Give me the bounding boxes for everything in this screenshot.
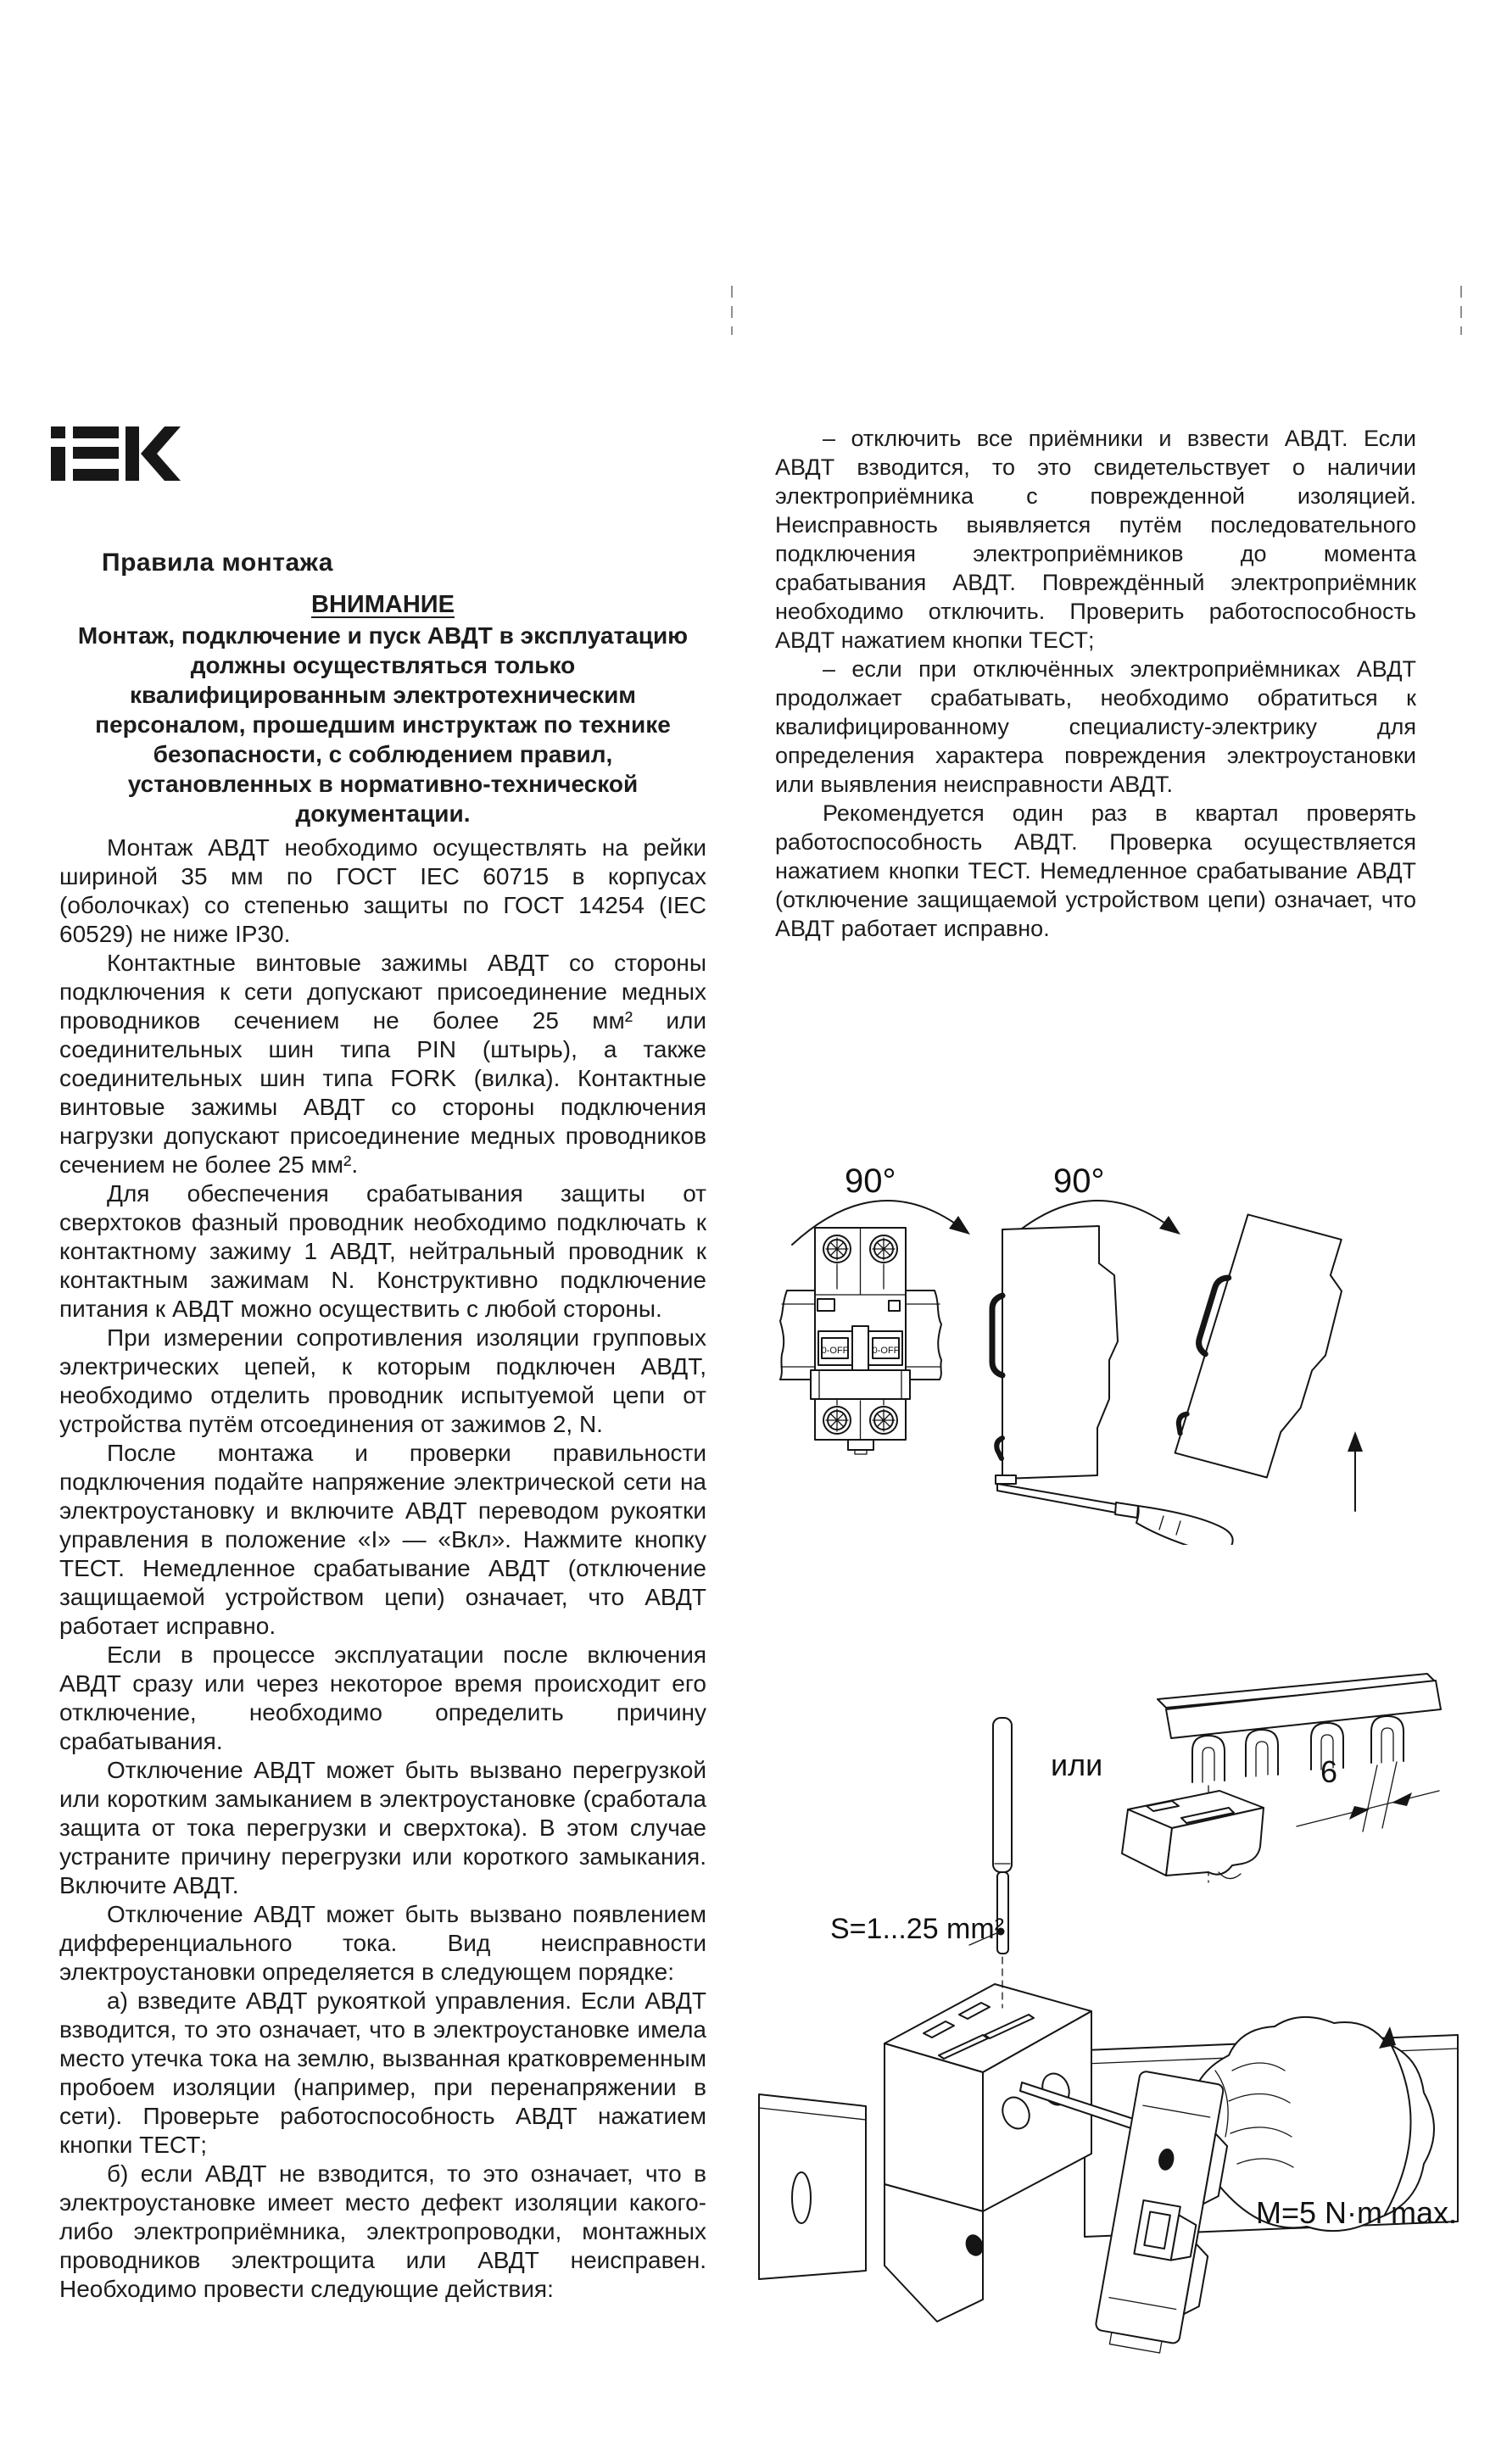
paragraph: – если при отключённых электроприёмниках АВДТ продолжает срабатывать, необходимо обратиться к квалифицированному специалисту-электрику для определения характера повреждения электроустановки или выявления неисправности АВДТ. xyxy=(775,656,1416,797)
rotation-angle-label-right: 90° xyxy=(1053,1162,1105,1200)
crop-mark-right xyxy=(1460,286,1462,335)
left-column-paragraphs xyxy=(59,833,706,2304)
tightening-torque-label: M=5 N·m max. xyxy=(1256,2195,1458,2230)
crop-mark-left xyxy=(731,286,733,335)
paragraph: Монтаж АВДТ необходимо осуществлять на рейки шириной 35 мм по ГОСТ IEC 60715 в корпусах (оболочках) со степенью защиты по ГОСТ 14254 (IEC 60529) не ниже IP30. xyxy=(59,834,706,947)
left-column xyxy=(59,548,706,2304)
wiring-installation-diagram xyxy=(757,1672,1461,2444)
breaker-tilted-view xyxy=(1165,1208,1359,1486)
wire-section-label: S=1...25 mm² xyxy=(830,1913,1005,1945)
fork-pitch-label: 6 xyxy=(1320,1754,1338,1789)
screwdriver-blade xyxy=(997,1484,1116,1513)
paragraph: а) взведите АВДТ рукояткой управления. Если АВДТ взводится, то это означает, что в электроустановке имела место утечка тока на землю, вызванная кратковременным пробоем изоляции (например, при перенапряжении в сети). Проверьте работоспособность АВДТ нажатием кнопки ТЕСТ; xyxy=(59,1987,706,2158)
right-column xyxy=(775,424,1416,943)
paragraph: Контактные винтовые зажимы АВДТ со стороны подключения к сети допускают присоединение медных проводников сечением не более 25 мм² или соединительных шин типа PIN (штырь), а также соединительных шин типа FORK (вилка). Контактные винтовые зажимы АВДТ со стороны подключения нагрузки допускают присоединение медных проводников сечением не более 25 мм². xyxy=(59,950,706,1178)
paragraph: Для обеспечения срабатывания защиты от сверхтоков фазный проводник необходимо подключать к контактному зажиму 1 АВДТ, нейтральный проводник к контактным зажимам N. Конструктивно подключение питания к АВДТ можно осуществить с любой стороны. xyxy=(59,1180,706,1322)
paragraph: Отключение АВДТ может быть вызвано появлением дифференциального тока. Вид неисправности электроустановки определяется в следующем порядке: xyxy=(59,1901,706,1985)
wire-pin xyxy=(969,1718,1012,2008)
paragraph: При измерении сопротивления изоляции групповых электрических цепей, к которым подключен АВДТ, необходимо отделить проводник испытуемой цепи от устройства путём отсоединения от зажимов 2, N. xyxy=(59,1324,706,1437)
attention-text: Монтаж, подключение и пуск АВДТ в эксплуатацию должны осуществляться только квалифицированным электротехническим персоналом, прошедшим инструктаж по технике безопасности, с соблюдением правил, установленных в нормативно-технической документации. xyxy=(77,622,689,827)
or-label: или xyxy=(1051,1748,1103,1782)
paragraph: Если в процессе эксплуатации после включения АВДТ сразу или через некоторое время происходит его отключение, необходимо определить причину срабатывания. xyxy=(59,1642,706,1754)
toggle-off-marking-1: 0-OFF xyxy=(821,1346,849,1356)
paragraph: б) если АВДТ не взводится, то это означает, что в электроустановке имеет место дефект изоляции какого-либо электроприёмника, электропроводки, монтажных проводников электрощита или АВДТ неисправен. Необходимо провести следующие действия: xyxy=(59,2160,706,2302)
din-rail-removal-diagram xyxy=(762,1146,1457,1545)
iek-logo xyxy=(51,426,182,481)
paragraph: Рекомендуется один раз в квартал проверять работоспособность АВДТ. Проверка осуществляется нажатием кнопки ТЕСТ. Немедленное срабатывание АВДТ (отключение защищаемой устройством цепи) означает, что АВДТ работает исправно. xyxy=(775,800,1416,941)
toggle-off-marking-2: 0-OFF xyxy=(872,1346,900,1356)
screwdriver-handle xyxy=(1136,1506,1233,1545)
attention-heading: ВНИМАНИЕ xyxy=(311,591,455,618)
page-title: Правила монтажа xyxy=(102,549,333,577)
mounting-plate-left xyxy=(759,2094,866,2279)
right-column-paragraphs xyxy=(775,424,1416,943)
pin-adapter xyxy=(1122,1791,1264,1879)
breaker-front-view xyxy=(780,1228,941,1454)
rotation-angle-label-left: 90° xyxy=(845,1162,896,1200)
paragraph: Отключение АВДТ может быть вызвано перегрузкой или коротким замыканием в электроустановке (сработала защита от тока перегрузки и сверхтока). В этом случае устраните причину перегрузки или короткого замыкания. Включите АВДТ. xyxy=(59,1757,706,1898)
breaker-isometric-view xyxy=(885,1984,1091,2322)
paragraph: – отключить все приёмники и взвести АВДТ. Если АВДТ взводится, то это свидетельствует о наличии электроприёмника с поврежденной изоляцией. Неисправность выявляется путём последовательного подключения электроприёмников до момента срабатывания АВДТ. Повреждённый электроприёмник необходимо отключить. Проверить работоспособность АВДТ нажатием кнопки ТЕСТ; xyxy=(775,426,1416,653)
paragraph: После монтажа и проверки правильности подключения подайте напряжение электрической сети на электроустановку и включите АВДТ переводом рукоятки управления в положение «I» — «Вкл». Нажмите кнопку ТЕСТ. Немедленное срабатывание АВДТ (отключение защищаемой устройством цепи) означает, что АВДТ работает исправно. xyxy=(59,1440,706,1639)
